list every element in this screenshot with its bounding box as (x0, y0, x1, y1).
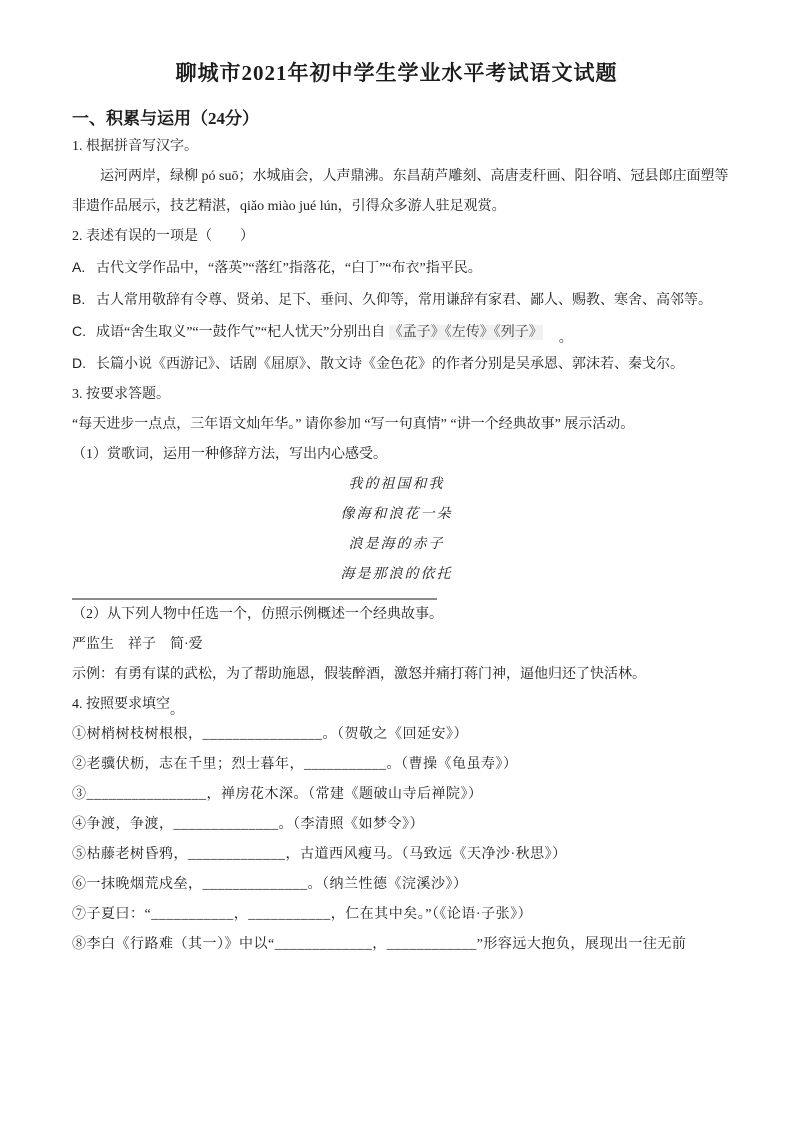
question-1-passage-line-2: 非遗作品展示，技艺精湛，qiǎo miào jué lún，引得众多游人驻足观赏。 (72, 199, 506, 214)
option-d-text: 长篇小说《西游记》、话剧《屈原》、散文诗《金色花》的作者分别是吴承恩、郭沫若、秦戈尔。 (96, 357, 684, 372)
option-a-text: 古代文学作品中，“落英”“落红”指落花，“白丁”“布衣”指平民。 (96, 261, 482, 276)
question-4-stem (72, 690, 721, 720)
option-c-period: 。 (558, 331, 573, 346)
option-c-text-prefix: 成语“舍生取义”“一鼓作气”“杞人忧天”分别出自 (96, 325, 389, 340)
question-4-stem-text: 4. 按照要求填空 (72, 697, 170, 712)
question-2-option-c (72, 316, 721, 348)
question-3-sub2: （2）从下列人物中任选一个，仿照示例概述一个经典故事。 (72, 607, 443, 622)
poem-line-4: 海是那浪的依托 (340, 567, 453, 582)
question-3-character-names: 严监生 祥子 简·爱 (72, 637, 203, 652)
question-1-stem: 1. 根据拼音写汉字。 (72, 139, 198, 154)
fill-item-7: ⑦子夏曰：“___________，___________，仁在其中矣。”（《论语·子张》） (72, 907, 533, 922)
question-3-sub1: （1）赏歌词，运用一种修辞方法，写出内心感受。 (72, 447, 387, 462)
fill-item-8: ⑧李白《行路难（其一）》中以“_____________，____________”形容远大抱负，展现出一往无前 (72, 937, 687, 952)
question-3-stem: 3. 按要求答题。 (72, 387, 170, 402)
question-2-option-b (72, 284, 721, 316)
option-d-label: D. (72, 355, 86, 371)
fill-item-6: ⑥一抹晚烟荒戍垒，______________。（纳兰性德《浣溪沙》） (72, 877, 468, 892)
option-b-text: 古人常用敬辞有令尊、贤弟、足下、垂问、久仰等，常用谦辞有家君、鄙人、赐教、寒舍、高邻等。 (96, 293, 712, 308)
option-b-label: B. (72, 291, 86, 307)
option-c-source-titles: 《孟子》《左传》《列子》 (388, 325, 543, 340)
fill-item-4: ④争渡，争渡，______________。（李清照《如梦令》） (72, 817, 424, 832)
question-2-option-d (72, 348, 721, 380)
fill-item-3: ③________________，禅房花木深。（常建《题破山寺后禅院》） (72, 787, 483, 802)
question-3-intro: “每天进步一点点，三年语文灿年华。” 请你参加 “写一句真情” “讲一个经典故事” 展示活动。 (72, 417, 635, 432)
poem-line-3: 浪是海的赤子 (348, 537, 445, 552)
question-2-option-a (72, 252, 721, 284)
question-1-passage-line-1: 运河两岸，绿柳 pó suō；水城庙会，人声鼎沸。东昌葫芦雕刻、高唐麦秆画、阳谷哨、冠县郎庄面塑等 (100, 169, 729, 184)
option-a-label: A. (72, 259, 86, 275)
fill-item-1: ①树梢树枝树根根，________________。（贺敬之《回延安》） (72, 727, 468, 742)
question-2-stem: 2. 表述有误的一项是（ ） (72, 229, 254, 244)
poem-line-2: 像海和浪花一朵 (340, 507, 453, 522)
section-one-heading: 一、积累与运用（24分） (72, 109, 259, 128)
fill-item-5: ⑤枯藤老树昏鸦，_____________，古道西风瘦马。（马致远《天净沙·秋思》） (72, 847, 567, 862)
option-c-label: C. (72, 323, 86, 339)
poem-line-1: 我的祖国和我 (348, 477, 445, 492)
question-3-example: 示例：有勇有谋的武松，为了帮助施恩，假装醉酒，激怒并痛打蒋门神，逼他归还了快活林。 (72, 667, 646, 682)
fill-item-2: ②老骥伏枥，志在千里；烈士暮年，___________。（曹操《龟虽寿》） (72, 757, 518, 772)
page-title: 聊城市2021年初中学生学业水平考试语文试题 (175, 61, 618, 85)
question-4-stem-period: 。 (170, 703, 184, 718)
